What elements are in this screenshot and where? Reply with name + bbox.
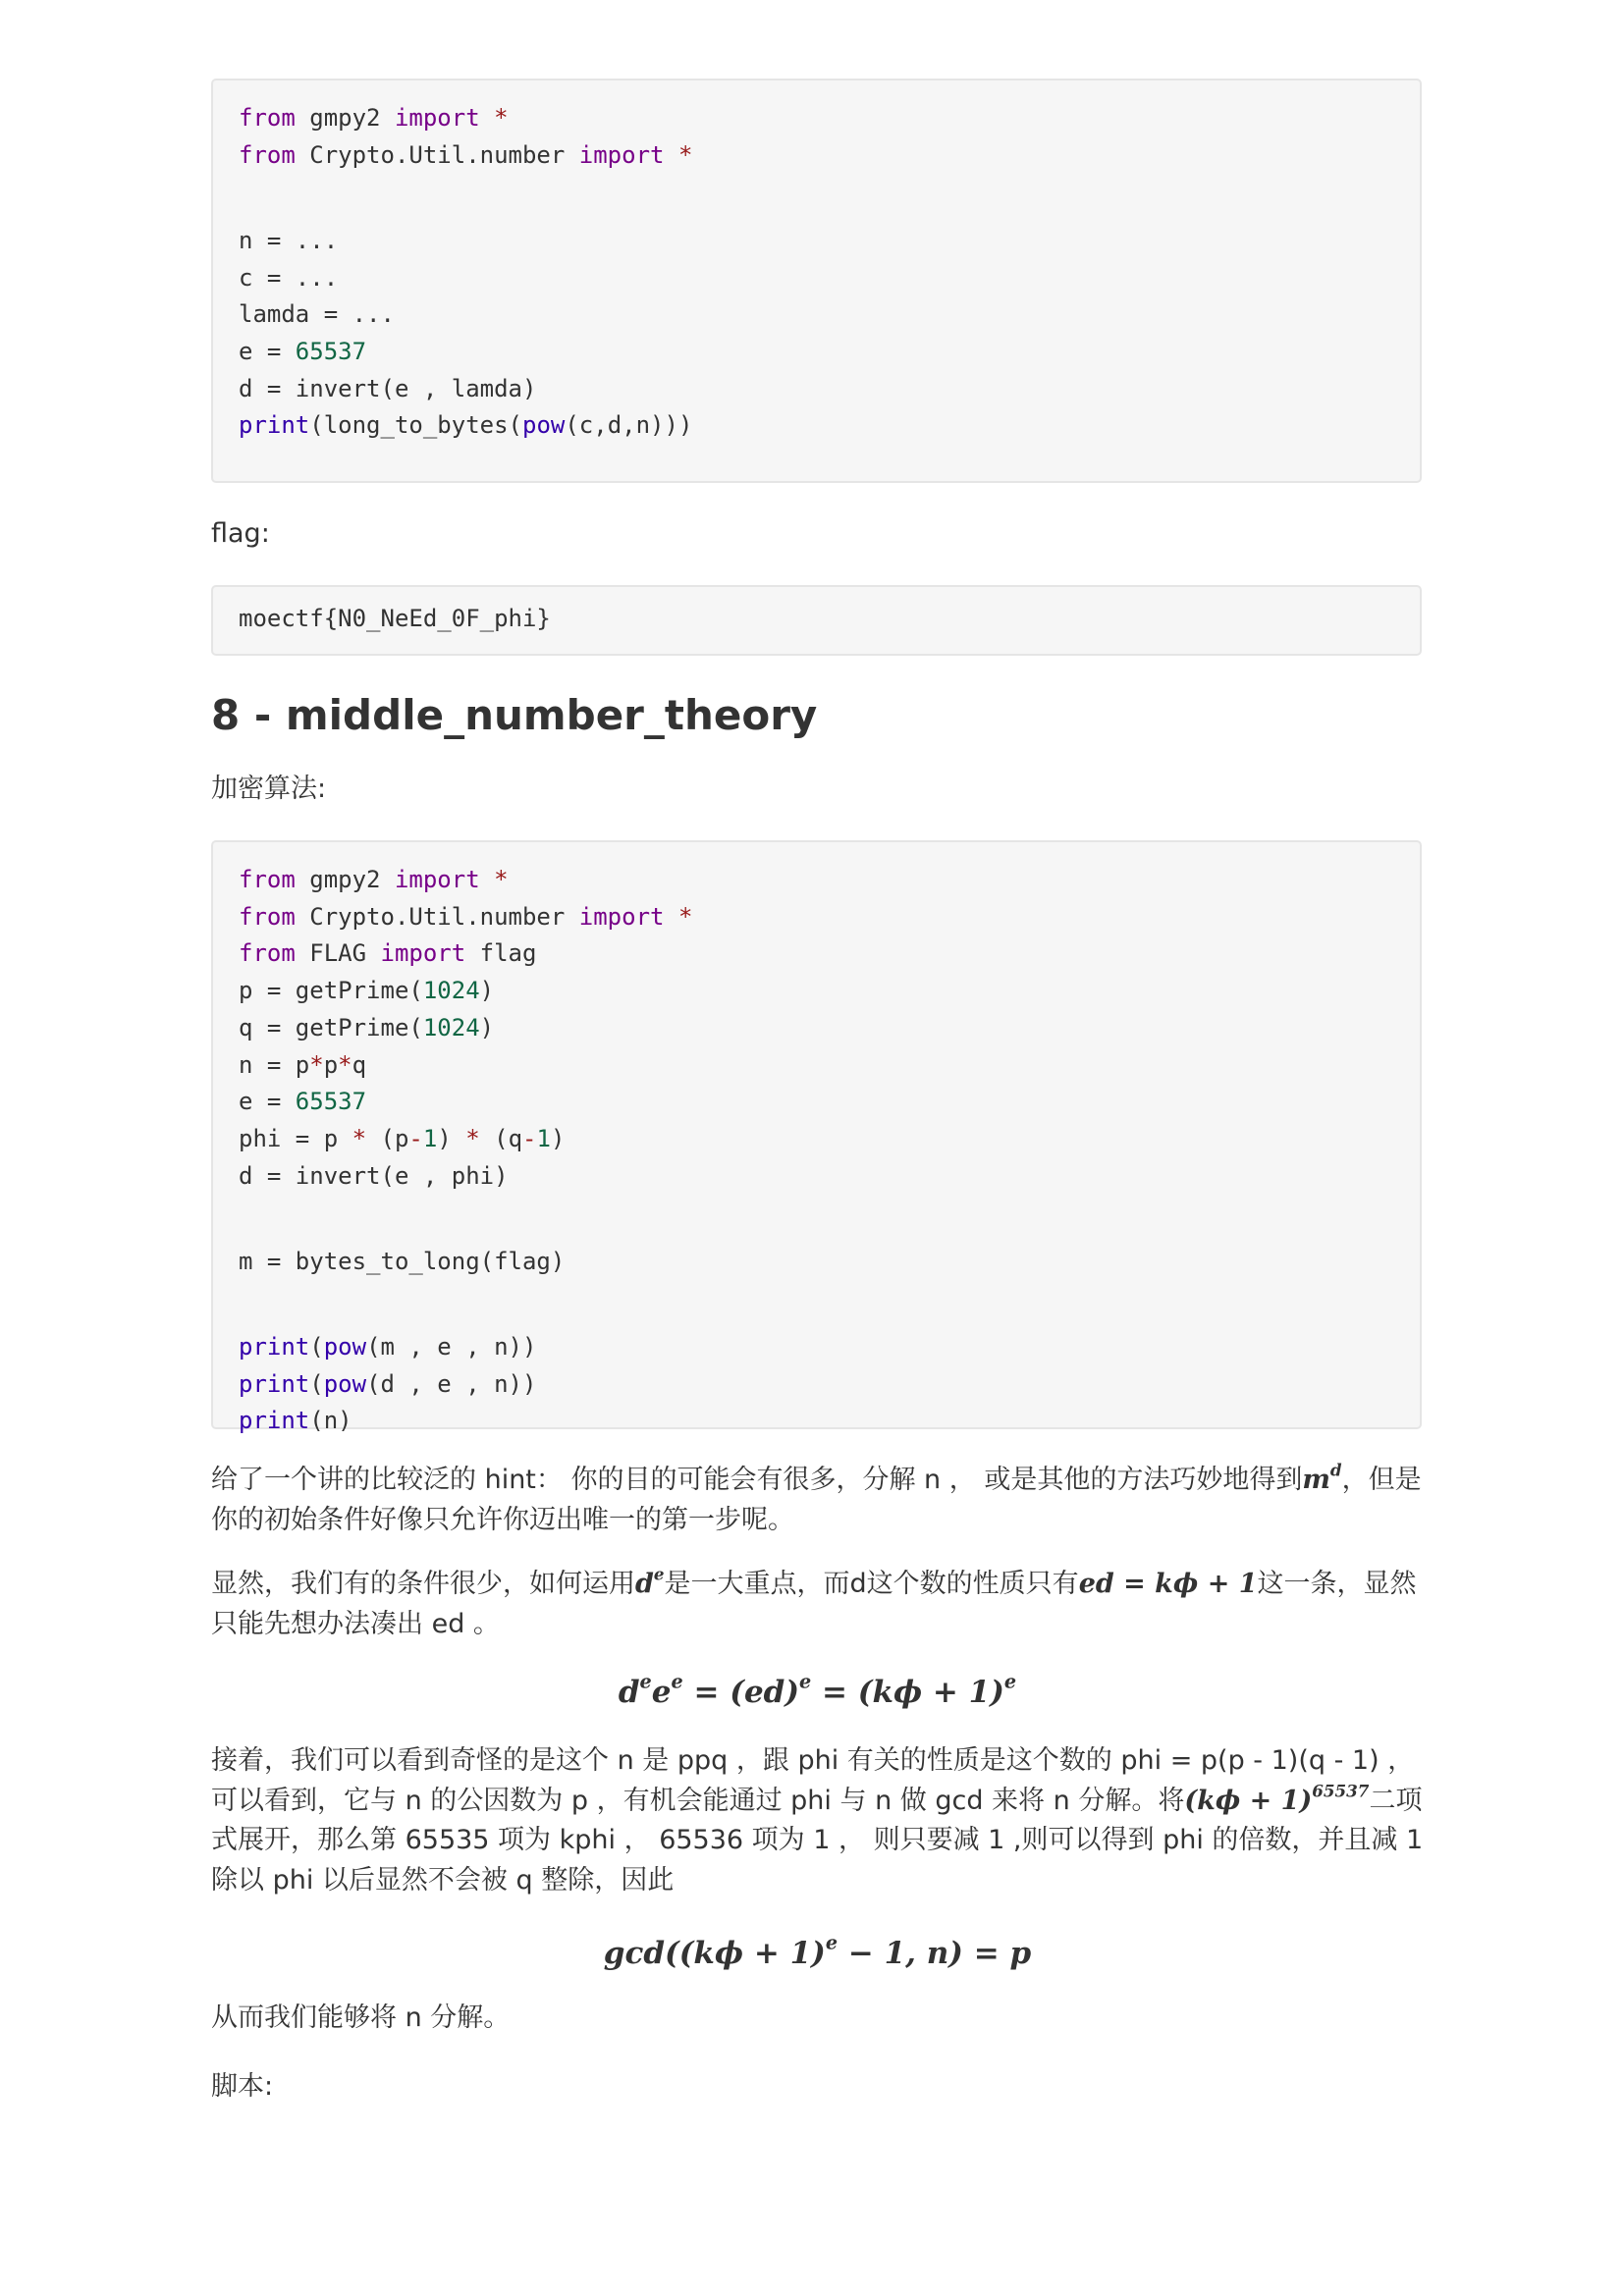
analysis-text-a: 接着，我们可以看到奇怪的是这个 n 是 ppq ，跟 phi 有关的性质是这个数的 phi = p(p - 1)(q - 1) ，可以看到，它与 n 的公因数为 p ，有机会能通过 phi 与 n 做 gcd 来将 n 分解。将	[211, 1745, 1415, 1816]
code-line: c = ...	[239, 263, 339, 292]
code-line: n = ...	[239, 226, 339, 254]
paragraph-conclusion: 从而我们能够将 n 分解。	[211, 2002, 511, 2033]
code-line: phi = p * (p-1) * (q-1)	[239, 1124, 566, 1152]
code-line: p = getPrime(1024)	[239, 977, 495, 1005]
code-line: from Crypto.Util.number import *	[239, 902, 693, 931]
code-line: e = 65537	[239, 337, 367, 365]
math-binomial: $(k\phi + 1)^{65537}$	[1184, 1780, 1370, 1816]
code-line: print(pow(d , e , n))	[239, 1369, 537, 1398]
code-line: from FLAG import flag	[239, 939, 537, 968]
code-line: print(n)	[239, 1407, 352, 1435]
code-line: d = invert(e , lamda)	[239, 374, 537, 402]
code-block-flag[interactable]	[211, 585, 1422, 656]
code-line: print(long_to_bytes(pow(c,d,n)))	[239, 411, 693, 440]
hint-text-b: ，但是你的初始条件好像只允许你迈出唯一的第一步呢。	[211, 1465, 1422, 1535]
obs-text-a: 显然，我们有的条件很少，如何运用	[211, 1569, 635, 1599]
code-line: q = getPrime(1024)	[239, 1013, 495, 1041]
math-d-pow-e: $d^e$	[635, 1564, 665, 1599]
script-label: 脚本:	[211, 2071, 274, 2102]
paragraph-analysis	[211, 1741, 1424, 1900]
code-content	[213, 842, 1420, 1460]
code-line: from Crypto.Util.number import *	[239, 140, 693, 169]
analysis-text-b: 二项式展开，那么第 65535 项为 kphi ， 65536 项为 1 ， 则只要减 1 ,则可以得到 phi 的倍数，并且减 1 除以 phi 以后显然不会被 q 整除，因此	[211, 1785, 1424, 1896]
obs-text-c: 这一条，显然只能先想办法凑出 ed 。	[211, 1569, 1417, 1639]
math-ed-equation: ed = kϕ + 1	[1078, 1569, 1258, 1599]
math-m-pow-d: $m^d$	[1302, 1460, 1342, 1495]
code-line: from gmpy2 import *	[239, 104, 509, 132]
obs-text-b: 是一大重点，而d这个数的性质只有	[664, 1569, 1079, 1599]
code-content	[213, 80, 1420, 464]
code-line	[239, 174, 1394, 222]
code-line: lamda = ...	[239, 300, 395, 329]
code-line	[239, 1195, 1394, 1243]
code-line: n = p*p*q	[239, 1050, 367, 1079]
code-line: m = bytes_to_long(flag)	[239, 1247, 566, 1275]
paragraph-observation	[211, 1565, 1424, 1644]
code-line: d = invert(e , phi)	[239, 1161, 509, 1190]
flag-value: moectf{N0_NeEd_0F_phi}	[239, 605, 551, 632]
code-line: print(pow(m , e , n))	[239, 1332, 537, 1361]
flag-label: flag:	[211, 518, 270, 549]
code-block-encrypt[interactable]	[211, 840, 1422, 1435]
section-heading: 8 - middle_number_theory	[211, 691, 818, 739]
algo-label: 加密算法:	[211, 774, 327, 804]
code-block-decrypt[interactable]	[211, 79, 1422, 483]
code-line: from gmpy2 import *	[239, 866, 509, 893]
code-line	[239, 1280, 1394, 1328]
paragraph-hint	[211, 1461, 1424, 1540]
display-equation-1: $d^ee^e = (ed)^e = (k\phi + 1)^e$	[618, 1670, 1017, 1710]
code-line: e = 65537	[239, 1088, 367, 1116]
hint-text-a: 给了一个讲的比较泛的 hint： 你的目的可能会有很多，分解 n ， 或是其他的方法巧妙地得到	[211, 1465, 1303, 1495]
display-equation-2: $\gcd((k\phi + 1)^e - 1$, n) = p	[603, 1931, 1032, 1971]
